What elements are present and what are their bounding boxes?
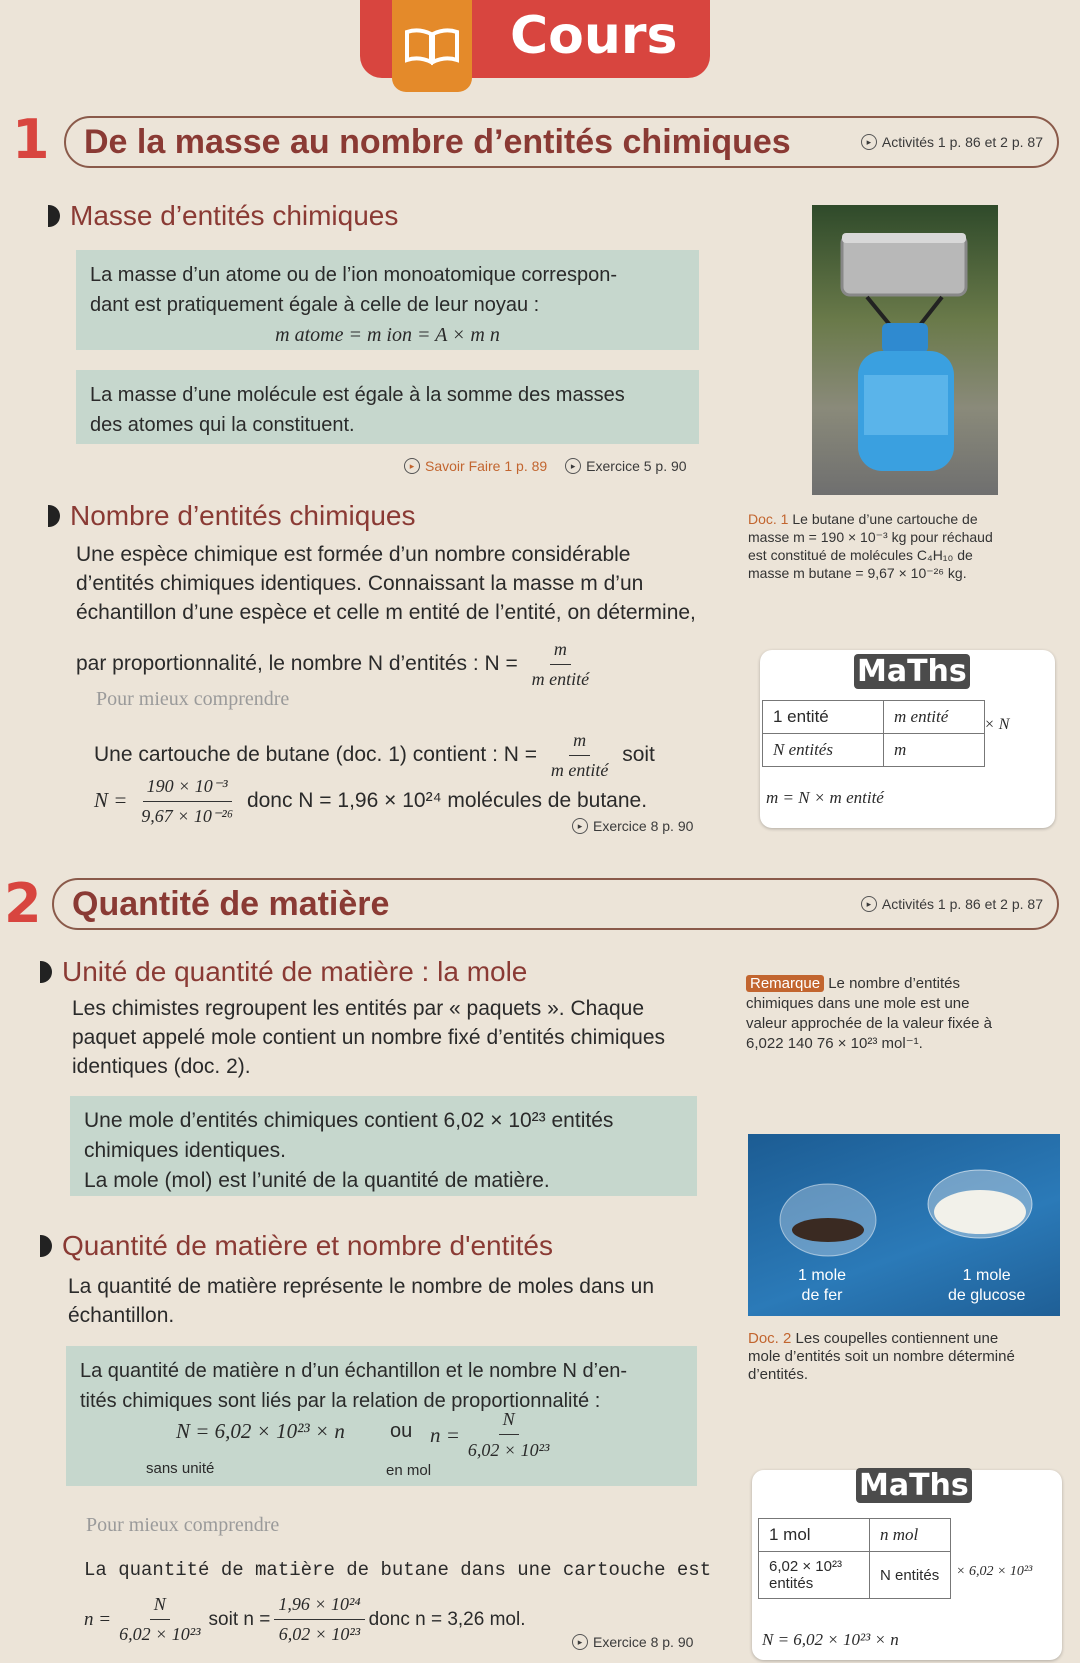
example-line: N = $\frac{\text{190 × 10⁻³}}{\text{9,67 × 10⁻²⁶}}$ donc N = 1,96 × 10²⁴ molécules de butane. — [94, 772, 714, 831]
header-tab — [360, 0, 710, 78]
example-line: n = $\frac{N}{\text{6,02 × 10²³}}$ soit n = $\frac{\text{1,96 × 10²⁴}}{\text{6,02 × 10²³}}$ donc n = 3,26 mol. — [84, 1590, 724, 1649]
play-icon: ▸ — [572, 818, 588, 834]
definition-box: La masse d’un atome ou de l’ion monoatomique correspon- dant est pratiquement égale à celle de leur noyau : m atome = m ion = A × m n — [76, 250, 699, 350]
doc1-caption: Doc. 1 Le butane d’une cartouche de masse m = 190 × 10⁻³ kg pour réchaud est constitué de molécules C₄H₁₀ de masse m butane = 9,67 × 10⁻²⁶ kg. — [748, 511, 993, 581]
body-paragraph: La quantité de matière représente le nombre de moles dans un échantillon. — [68, 1275, 655, 1327]
body-paragraph: Les chimistes regroupent les entités par « paquets ». Chaque paquet appelé mole contient un nombre fixé d’entités chimiques identiques (doc. 2). — [72, 997, 666, 1078]
multiplier-label: × 6,02 × 10²³ — [956, 1564, 1033, 1579]
doc1-photo — [812, 205, 998, 495]
bullet-marker — [48, 205, 60, 227]
activity-ref[interactable]: ▸ Activités 1 p. 86 et 2 p. 87 — [861, 896, 1043, 912]
section-number: 2 — [4, 872, 42, 935]
proportion-table: 1 entité m entité N entités m — [762, 700, 985, 767]
maths-formula: m = N × m entité — [766, 788, 884, 807]
activity-ref[interactable]: ▸ Activités 1 p. 86 et 2 p. 87 — [861, 134, 1043, 150]
relation-box: La quantité de matière n d’un échantillon et le nombre N d’en- tités chimiques sont liés par la relation de proportionnalité : N = 6,02 × 10²³ × n ou n = $\frac{N}{\text{6,02 × 10²³}}$ sans unité en mol — [66, 1346, 697, 1486]
body-paragraph: Une espèce chimique est formée d’un nombre considérable d’entités chimiques identiques. Connaissant la masse m d’un échantillon d’une espèce et celle m entité de l’entité, on détermine, par proportionnalité, le nombre N d’entités : N = $\frac{m}{\text{m entité}}$ — [76, 543, 696, 689]
section-header — [52, 878, 1059, 930]
pour-mieux-comprendre: Pour mieux comprendre — [96, 688, 290, 710]
exercise-ref[interactable]: ▸ Exercice 8 p. 90 — [572, 818, 693, 834]
page-title: Cours — [510, 6, 678, 66]
remarque-note: Remarque Le nombre d’entités chimiques dans une mole est une valeur approchée de la valeur fixée à 6,022 140 76 × 10²³ mol⁻¹. — [746, 975, 992, 1052]
maths-card — [752, 1470, 1062, 1660]
maths-logo: MaThs — [856, 1468, 972, 1503]
bullet-marker — [40, 961, 52, 983]
maths-logo: MaThs — [854, 654, 970, 689]
play-icon: ▸ — [572, 1634, 588, 1650]
unit-note: en mol — [386, 1462, 432, 1479]
bullet-marker — [40, 1235, 52, 1257]
remarque-tag: Remarque — [746, 975, 824, 992]
formula-N: N = 6,02 × 10²³ × n — [176, 1419, 345, 1443]
doc2-photo — [748, 1134, 1060, 1316]
doc2-caption: Doc. 2 Les coupelles contiennent une mole d’entités soit un nombre déterminé d’entités. — [748, 1330, 1015, 1383]
definition-box: Une mole d’entités chimiques contient 6,02 × 10²³ entités chimiques identiques. La mole (mol) est l’unité de la quantité de matière. — [70, 1096, 697, 1196]
section-title: Quantité de matière — [72, 884, 390, 923]
play-icon: ▸ — [861, 134, 877, 150]
subsection-heading: Quantité de matière et nombre d'entités — [40, 1230, 553, 1262]
section-header — [64, 116, 1059, 168]
example-line: La quantité de matière de butane dans une cartouche est — [84, 1559, 712, 1581]
proportion-table: 1 mol n mol 6,02 × 10²³ entités N entités — [758, 1518, 951, 1599]
exercise-ref[interactable]: ▸ Exercice 5 p. 90 — [565, 458, 686, 474]
maths-card — [760, 650, 1055, 828]
refs-row — [404, 458, 687, 474]
book-icon — [392, 0, 472, 92]
subsection-heading: Nombre d’entités chimiques — [48, 500, 416, 532]
savoir-faire-ref[interactable]: ▸ Savoir Faire 1 p. 89 — [404, 458, 547, 474]
play-icon: ▸ — [565, 458, 581, 474]
section-title: De la masse au nombre d’entités chimiques — [84, 122, 791, 161]
ou-text: ou — [390, 1420, 413, 1442]
subsection-heading: Unité de quantité de matière : la mole — [40, 956, 527, 988]
glucose-label: 1 mole de glucose — [948, 1267, 1026, 1304]
example-line: Une cartouche de butane (doc. 1) contient : N = $\frac{m}{\text{m entité}}$ soit — [94, 726, 714, 785]
multiplier-label: × N — [984, 716, 1010, 733]
maths-formula: N = 6,02 × 10²³ × n — [762, 1630, 899, 1649]
play-icon: ▸ — [404, 458, 420, 474]
formula-n: n = $\frac{N}{\text{6,02 × 10²³}}$ — [430, 1404, 557, 1465]
subsection-heading: Masse d’entités chimiques — [48, 200, 398, 232]
unit-note: sans unité — [146, 1460, 215, 1477]
pour-mieux-comprendre: Pour mieux comprendre — [86, 1514, 280, 1536]
exercise-ref[interactable]: ▸ Exercice 8 p. 90 — [572, 1634, 693, 1650]
section-number: 1 — [12, 108, 50, 171]
definition-box: La masse d’une molécule est égale à la somme des masses des atomes qui la constituent. — [76, 370, 699, 444]
iron-label: 1 mole de fer — [798, 1267, 847, 1304]
play-icon: ▸ — [861, 896, 877, 912]
bullet-marker — [48, 505, 60, 527]
